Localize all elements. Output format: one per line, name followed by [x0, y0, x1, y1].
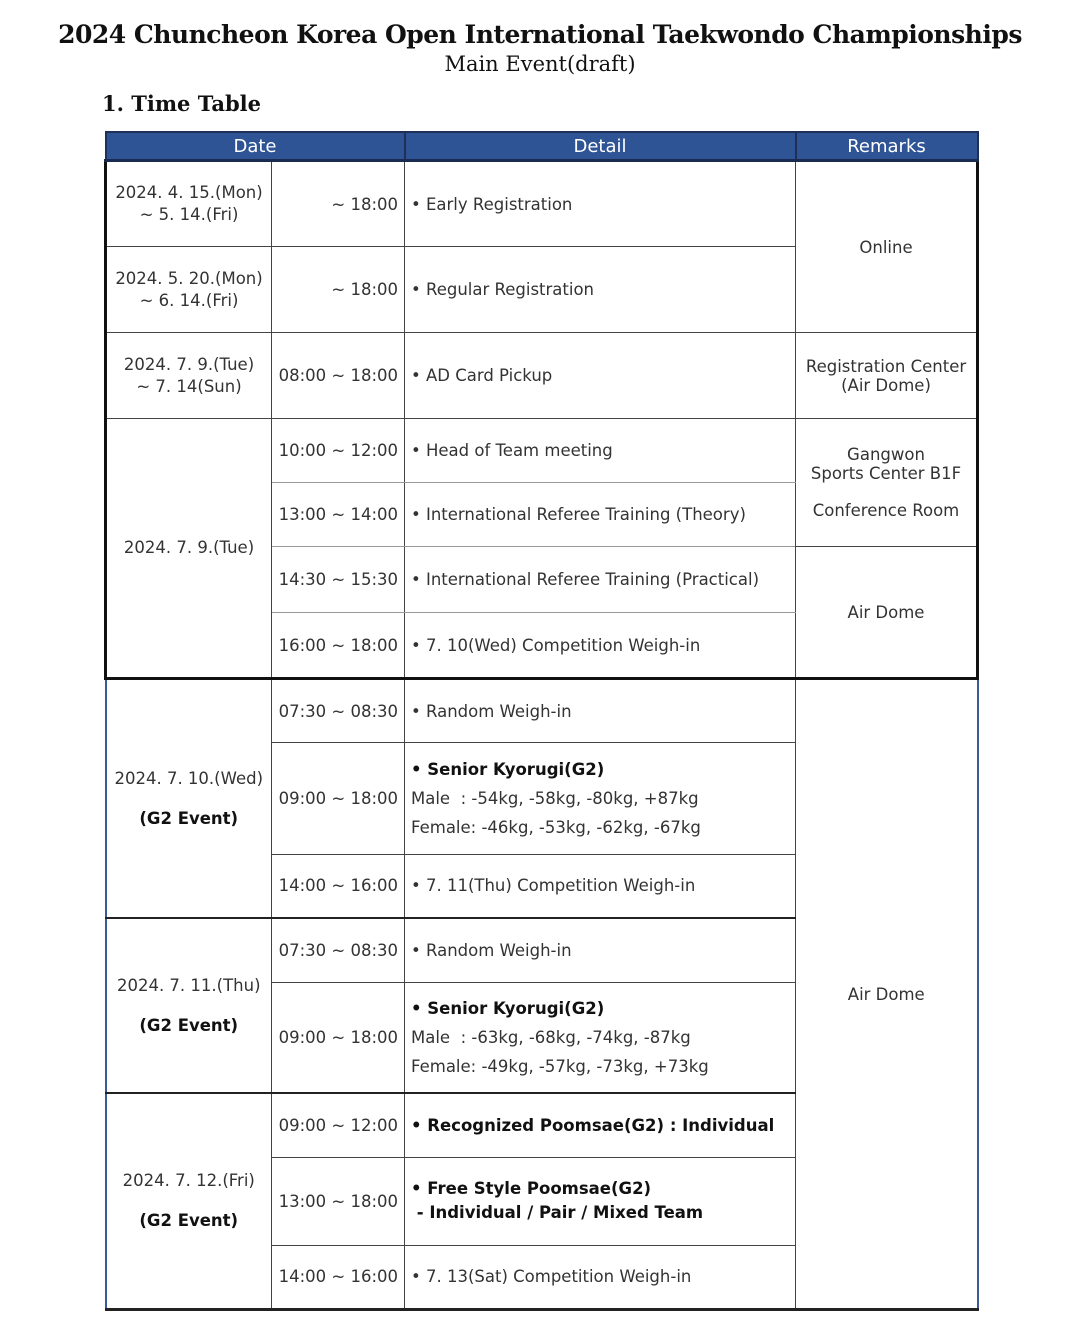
detail-cell	[405, 743, 796, 854]
time-cell: 14:00 ~ 16:00	[272, 854, 405, 918]
time-cell: 16:00 ~ 18:00	[272, 613, 405, 679]
date-text: ~ 5. 14.(Fri)	[139, 205, 239, 225]
date-text: ~ 6. 14.(Fri)	[139, 290, 239, 310]
date-cell	[106, 918, 272, 1093]
time-cell: 09:00 ~ 12:00	[272, 1093, 405, 1157]
remark-text: Gangwon	[847, 445, 925, 465]
detail-line: Female: -46kg, -53kg, -62kg, -67kg	[411, 817, 701, 837]
detail-heading: • Senior Kyorugi(G2)	[411, 998, 605, 1018]
date-cell	[106, 161, 272, 247]
time-cell: 09:00 ~ 18:00	[272, 982, 405, 1093]
remark-cell: Air Dome	[796, 547, 978, 679]
date-cell	[106, 1093, 272, 1309]
detail-line: Male : -54kg, -58kg, -80kg, +87kg	[411, 788, 699, 808]
detail-cell: • Regular Registration	[405, 247, 796, 333]
detail-cell: • 7. 11(Thu) Competition Weigh-in	[405, 854, 796, 918]
table-row	[106, 679, 978, 743]
detail-cell: • AD Card Pickup	[405, 333, 796, 419]
time-cell: 08:00 ~ 18:00	[272, 333, 405, 419]
time-cell: 07:30 ~ 08:30	[272, 679, 405, 743]
time-cell: 13:00 ~ 18:00	[272, 1157, 405, 1245]
event-tag: (G2 Event)	[139, 1211, 239, 1231]
table-row	[106, 333, 978, 419]
date-cell: 2024. 7. 9.(Tue)	[106, 419, 272, 679]
detail-cell: • Recognized Poomsae(G2) : Individual	[405, 1093, 796, 1157]
column-header-detail: Detail	[405, 132, 796, 161]
detail-cell: • 7. 13(Sat) Competition Weigh-in	[405, 1245, 796, 1309]
remark-text: Sports Center B1F	[810, 464, 962, 484]
detail-line: Female: -49kg, -57kg, -73kg, +73kg	[411, 1056, 709, 1076]
event-tag: (G2 Event)	[139, 808, 239, 828]
time-table	[104, 131, 979, 1311]
remark-cell	[796, 419, 978, 547]
date-text: 2024. 7. 11.(Thu)	[116, 975, 261, 995]
document-subtitle: Main Event(draft)	[444, 52, 636, 76]
time-cell: 07:30 ~ 08:30	[272, 918, 405, 982]
column-header-date: Date	[106, 132, 405, 161]
time-cell: 14:00 ~ 16:00	[272, 1245, 405, 1309]
date-cell	[106, 679, 272, 918]
detail-cell: • International Referee Training (Practical)	[405, 547, 796, 613]
remark-text: (Air Dome)	[841, 375, 931, 395]
date-text: 2024. 7. 12.(Fri)	[122, 1171, 255, 1191]
table-row	[106, 419, 978, 483]
detail-line: - Individual / Pair / Mixed Team	[411, 1203, 704, 1223]
time-cell: 10:00 ~ 12:00	[272, 419, 405, 483]
time-cell: 14:30 ~ 15:30	[272, 547, 405, 613]
remark-cell	[796, 333, 978, 419]
section-heading: 1. Time Table	[102, 91, 261, 116]
remark-text: Registration Center	[805, 356, 967, 376]
time-cell: ~ 18:00	[272, 161, 405, 247]
date-text: 2024. 7. 9.(Tue)	[123, 354, 255, 374]
detail-cell: • 7. 10(Wed) Competition Weigh-in	[405, 613, 796, 679]
date-cell	[106, 247, 272, 333]
detail-cell	[405, 982, 796, 1093]
remark-cell: Air Dome	[796, 679, 978, 1310]
detail-line: Male : -63kg, -68kg, -74kg, -87kg	[411, 1027, 691, 1047]
detail-heading: • Senior Kyorugi(G2)	[411, 759, 605, 779]
detail-heading: • Free Style Poomsae(G2)	[411, 1179, 652, 1199]
date-text: 2024. 5. 20.(Mon)	[115, 268, 263, 288]
time-cell: 13:00 ~ 14:00	[272, 483, 405, 547]
detail-cell: • International Referee Training (Theory)	[405, 483, 796, 547]
detail-cell: • Head of Team meeting	[405, 419, 796, 483]
detail-cell: • Early Registration	[405, 161, 796, 247]
table-row	[106, 161, 978, 247]
column-header-remarks: Remarks	[796, 132, 978, 161]
remark-text: Conference Room	[812, 501, 960, 521]
date-text: ~ 7. 14(Sun)	[136, 376, 242, 396]
time-cell: ~ 18:00	[272, 247, 405, 333]
detail-cell: • Random Weigh-in	[405, 679, 796, 743]
event-tag: (G2 Event)	[139, 1015, 239, 1035]
document-title: 2024 Chuncheon Korea Open International Taekwondo Championships	[58, 20, 1022, 49]
remark-cell: Online	[796, 161, 978, 333]
table-header-row	[106, 132, 978, 161]
detail-cell: • Random Weigh-in	[405, 918, 796, 982]
detail-cell	[405, 1157, 796, 1245]
date-text: 2024. 7. 10.(Wed)	[114, 768, 264, 788]
date-cell	[106, 333, 272, 419]
time-cell: 09:00 ~ 18:00	[272, 743, 405, 854]
date-text: 2024. 4. 15.(Mon)	[115, 183, 263, 203]
